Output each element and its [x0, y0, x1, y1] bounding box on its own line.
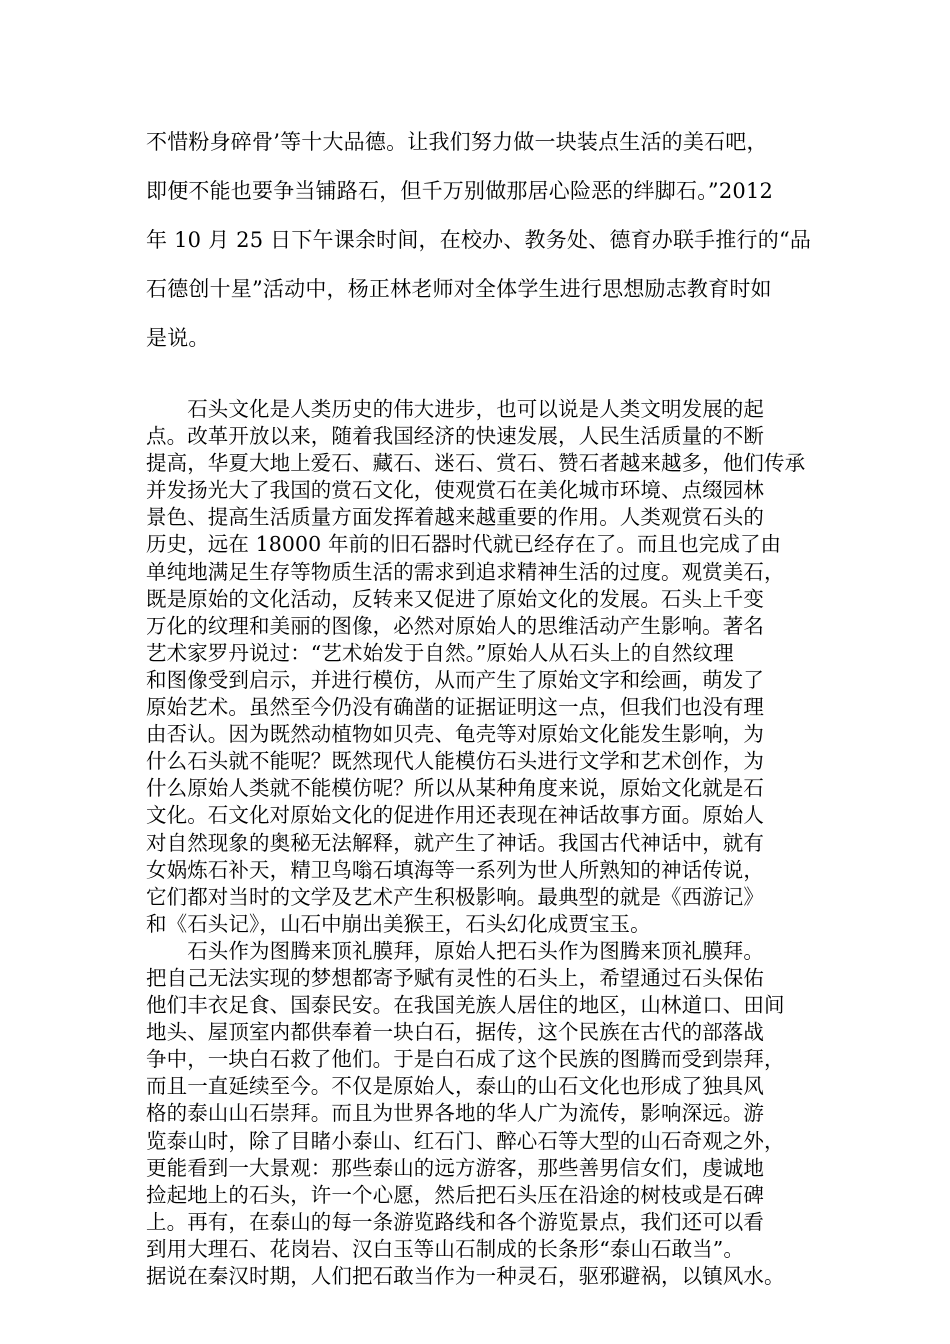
body-line: 览泰山时，除了目睹小泰山、红石门、醉心石等大型的山石奇观之外， [146, 1128, 785, 1153]
body-line: 捡起地上的石头，许一个心愿，然后把石头压在沿途的树枝或是石碑 [146, 1182, 764, 1207]
body-line: 据说在秦汉时期，人们把石敢当作为一种灵石，驱邪避祸，以镇风水。 [146, 1264, 785, 1288]
body-line: 格的泰山山石崇拜。而且为世界各地的华人广为流传，影响深远。游 [146, 1101, 764, 1126]
body-line: 和图像受到启示，并进行模仿，从而产生了原始文字和绘画，萌发了 [146, 667, 764, 692]
body-line: 争中，一块白石救了他们。于是白石成了这个民族的图腾而受到崇拜， [146, 1047, 785, 1072]
body-line: 艺术家罗丹说过：“艺术始发于自然。”原始人从石头上的自然纹理 [146, 640, 734, 665]
body-line: 石头作为图腾来顶礼膜拜，原始人把石头作为图腾来顶礼膜拜。 [146, 938, 764, 963]
body-line: 什么石头就不能呢？既然现代人能模仿石头进行文学和艺术创作，为 [146, 749, 764, 774]
body-line: 万化的纹理和美丽的图像，必然对原始人的思维活动产生影响。著名 [146, 613, 764, 638]
body-line: 石头文化是人类历史的伟大进步，也可以说是人类文明发展的起 [146, 397, 764, 421]
body-line: 提高，华夏大地上爱石、藏石、迷石、赏石、赞石者越来越多，他们传承 [146, 451, 806, 476]
body-line: 文化。石文化对原始文化的促进作用还表现在神话故事方面。原始人 [146, 803, 764, 828]
body-line: 地头、屋顶室内都供奉着一块白石，据传，这个民族在古代的部落战 [146, 1020, 764, 1045]
body-line: 原始艺术。虽然至今仍没有确凿的证据证明这一点，但我们也没有理 [146, 695, 764, 720]
body-line: 既是原始的文化活动，反转来又促进了原始文化的发展。石头上千变 [146, 586, 764, 611]
body-line: 他们丰衣足食、国泰民安。在我国羌族人居住的地区，山林道口、田间 [146, 993, 785, 1018]
body-line: 把自己无法实现的梦想都寄予赋有灵性的石头上，希望通过石头保佑 [146, 965, 764, 990]
intro-line: 是说。 [146, 326, 210, 350]
intro-line: 石德创十星”活动中，杨正林老师对全体学生进行思想励志教育时如 [146, 277, 772, 301]
body-line: 更能看到一大景观：那些泰山的远方游客，那些善男信女们，虔诚地 [146, 1155, 764, 1180]
body-line: 什么原始人类就不能模仿呢？所以从某种角度来说，原始文化就是石 [146, 776, 764, 801]
body-paragraphs [146, 396, 810, 1290]
body-line: 到用大理石、花岗岩、汉白玉等山石制成的长条形“泰山石敢当”。 [146, 1236, 744, 1261]
body-line: 并发扬光大了我国的赏石文化，使观赏石在美化城市环境、点缀园林 [146, 478, 764, 503]
body-line: 而且一直延续至今。不仅是原始人，泰山的山石文化也形成了独具风 [146, 1074, 764, 1099]
body-line: 女娲炼石补天，精卫鸟嗡石填海等一系列为世人所熟知的神话传说， [146, 857, 764, 882]
intro-paragraph [146, 118, 810, 363]
body-line: 它们都对当时的文学及艺术产生积极影响。最典型的就是《西游记》 [146, 884, 764, 909]
body-line: 和《石头记》，山石中崩出美猴王，石头幻化成贾宝玉。 [146, 911, 651, 936]
intro-line: 年 10 月 25 日下午课余时间，在校办、教务处、德育办联手推行的“品 [146, 228, 812, 252]
body-line: 上。再有，在泰山的每一条游览路线和各个游览景点，我们还可以看 [146, 1209, 764, 1234]
body-line: 由否认。因为既然动植物如贝壳、龟壳等对原始文化能发生影响，为 [146, 722, 764, 747]
body-line: 对自然现象的奥秘无法解释，就产生了神话。我国古代神话中，就有 [146, 830, 764, 855]
body-line: 历史，远在 18000 年前的旧石器时代就已经存在了。而且也完成了由 [146, 532, 782, 557]
body-line: 单纯地满足生存等物质生活的需求到追求精神生活的过度。观赏美石， [146, 559, 785, 584]
body-line: 点。改革开放以来，随着我国经济的快速发展，人民生活质量的不断 [146, 424, 764, 449]
intro-line: 即便不能也要争当铺路石，但千万别做那居心险恶的绊脚石。”2012 [146, 179, 774, 203]
intro-line: 不惜粉身碎骨’等十大品德。让我们努力做一块装点生活的美石吧， [146, 130, 768, 154]
body-line: 景色、提高生活质量方面发挥着越来越重要的作用。人类观赏石头的 [146, 505, 764, 530]
